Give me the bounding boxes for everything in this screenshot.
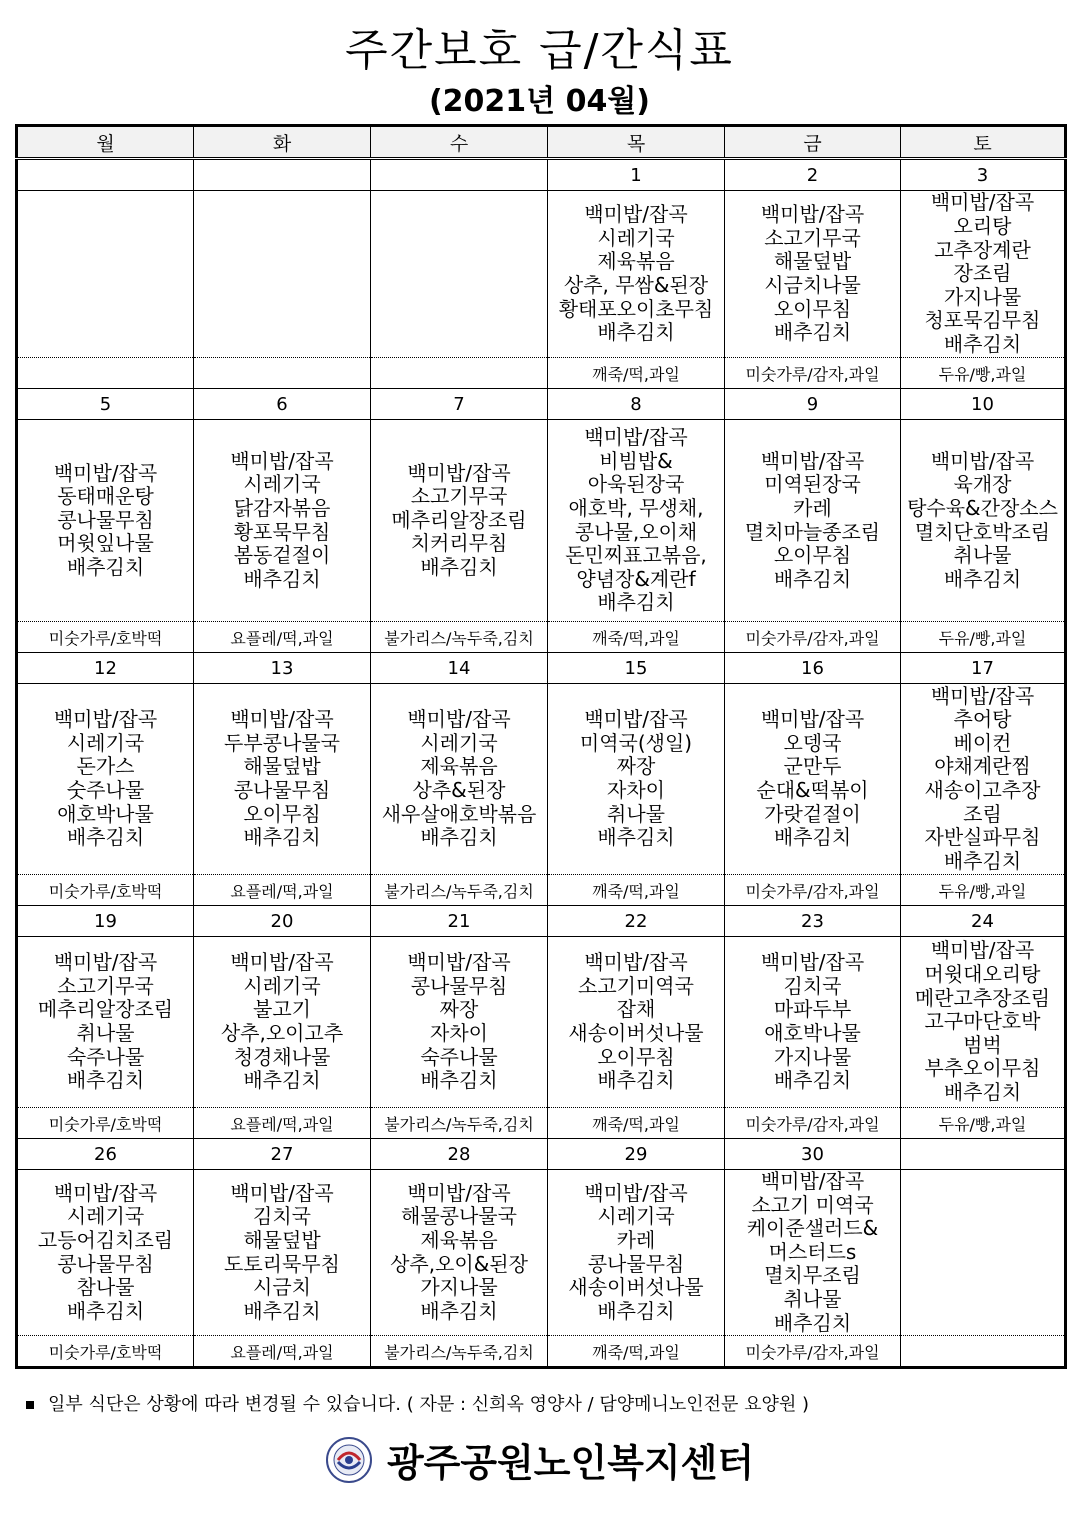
menu-item: 장조림 xyxy=(953,261,1012,286)
menu-item: 시레기국 xyxy=(597,1204,675,1229)
menu-cell xyxy=(194,684,371,875)
menu-item: 백미밥/잡곡 xyxy=(930,938,1035,963)
menu-item: 백미밥/잡곡 xyxy=(930,190,1035,215)
menu-item: 메란고추장조림 xyxy=(914,985,1051,1010)
menu-item: 해물덮밥 xyxy=(243,1227,321,1252)
menu-item: 비빔밥& xyxy=(599,448,673,473)
menu-cell xyxy=(901,420,1066,622)
date-cell xyxy=(371,159,548,191)
menu-row xyxy=(17,1170,1066,1336)
menu-item: 베이컨 xyxy=(953,730,1012,755)
date-cell: 28 xyxy=(371,1139,548,1170)
menu-item: 소고기무국 xyxy=(410,484,508,509)
menu-item: 군만두 xyxy=(783,754,842,779)
snack-row xyxy=(17,1336,1066,1368)
menu-item: 배추김치 xyxy=(420,1298,498,1323)
menu-item: 소고기무국 xyxy=(57,973,154,998)
menu-item: 배추김치 xyxy=(773,1068,852,1093)
menu-item: 숙주나물 xyxy=(66,1044,145,1069)
menu-item: 카레 xyxy=(793,495,832,520)
menu-item: 소고기미역국 xyxy=(578,973,694,998)
menu-cell xyxy=(548,420,725,622)
menu-item: 상추&된장 xyxy=(412,778,506,802)
menu-item: 닭감자볶음 xyxy=(233,495,331,520)
snack-cell: 미숫가루/감자,과일 xyxy=(725,358,901,389)
menu-item: 부추오이무침 xyxy=(924,1056,1041,1081)
menu-item: 오이무침 xyxy=(243,801,321,826)
snack-cell: 요플레/떡,과일 xyxy=(194,1336,371,1368)
menu-item: 육개장 xyxy=(953,472,1012,497)
date-cell: 23 xyxy=(725,906,901,937)
date-cell: 12 xyxy=(17,653,194,684)
date-cell: 22 xyxy=(548,906,725,937)
menu-item: 배추김치 xyxy=(943,848,1022,873)
date-row xyxy=(17,159,1066,191)
menu-cell xyxy=(548,1170,725,1336)
menu-cell xyxy=(901,1170,1066,1336)
menu-item: 김치국 xyxy=(253,1204,311,1229)
snack-cell: 두유/빵,과일 xyxy=(901,875,1066,906)
menu-item: 백미밥/잡곡 xyxy=(230,950,334,975)
menu-item: 황포묵무침 xyxy=(233,519,331,544)
menu-item: 소고기무국 xyxy=(764,225,861,250)
menu-item: 백미밥/잡곡 xyxy=(760,950,865,975)
menu-item: 오이무침 xyxy=(773,543,852,568)
snack-cell: 미숫가루/감자,과일 xyxy=(725,1336,901,1368)
menu-item: 배추김치 xyxy=(420,825,498,850)
snack-cell: 미숫가루/호박떡 xyxy=(17,622,194,653)
menu-item: 시레기국 xyxy=(66,730,145,755)
menu-cell xyxy=(725,684,901,875)
menu-item: 백미밥/잡곡 xyxy=(53,1180,158,1205)
menu-item: 배추김치 xyxy=(420,554,498,579)
menu-item: 백미밥/잡곡 xyxy=(930,683,1035,708)
snack-cell xyxy=(901,1336,1066,1368)
snack-cell: 불가리스/녹두죽,김치 xyxy=(371,875,548,906)
menu-item: 새우살애호박볶음 xyxy=(381,801,537,826)
menu-item: 배추김치 xyxy=(420,1068,498,1093)
menu-item: 숫주나물 xyxy=(66,778,145,802)
menu-item: 배추김치 xyxy=(243,1298,321,1323)
menu-item: 가지나물 xyxy=(420,1275,498,1300)
menu-cell xyxy=(17,1170,194,1336)
menu-cell xyxy=(371,937,548,1108)
menu-item: 상추,오이고추 xyxy=(220,1021,344,1045)
welfare-center-logo-icon xyxy=(325,1436,373,1484)
menu-item: 멸치마늘종조림 xyxy=(744,519,881,544)
menu-item: 콩나물무침 xyxy=(233,778,331,802)
menu-cell xyxy=(548,191,725,358)
menu-item: 백미밥/잡곡 xyxy=(53,950,158,975)
date-cell: 5 xyxy=(17,389,194,420)
menu-item: 배추김치 xyxy=(66,554,145,579)
menu-item: 탕수육&간장소스 xyxy=(907,495,1058,520)
date-row xyxy=(17,389,1066,420)
menu-item: 조림 xyxy=(963,801,1002,826)
snack-cell: 불가리스/녹두죽,김치 xyxy=(371,622,548,653)
menu-item: 오이무침 xyxy=(597,1044,675,1069)
menu-item: 잡채 xyxy=(616,997,656,1022)
menu-item: 시레기국 xyxy=(597,225,675,250)
menu-cell xyxy=(901,191,1066,358)
snack-cell: 두유/빵,과일 xyxy=(901,358,1066,389)
menu-item: 배추김치 xyxy=(597,1298,675,1323)
menu-item: 짜장 xyxy=(616,754,656,779)
menu-item: 가지나물 xyxy=(943,284,1022,309)
weekday-header: 금 xyxy=(725,126,901,159)
menu-item: 배추김치 xyxy=(66,1298,145,1323)
date-cell: 17 xyxy=(901,653,1066,684)
menu-item: 제육볶음 xyxy=(420,754,498,779)
menu-item: 아욱된장국 xyxy=(587,472,685,497)
date-cell: 6 xyxy=(194,389,371,420)
menu-item: 배추김치 xyxy=(773,1310,852,1335)
menu-item: 김치국 xyxy=(783,973,842,998)
menu-item: 메추리알장조림 xyxy=(37,997,174,1022)
menu-cell xyxy=(901,684,1066,875)
menu-cell xyxy=(725,191,901,358)
menu-item: 새송이고추장 xyxy=(924,778,1041,802)
menu-item: 해물덮밥 xyxy=(773,249,852,274)
snack-cell: 두유/빵,과일 xyxy=(901,1108,1066,1139)
snack-cell: 미숫가루/감자,과일 xyxy=(725,1108,901,1139)
menu-item: 백미밥/잡곡 xyxy=(760,1169,865,1193)
weekday-header: 토 xyxy=(901,126,1066,159)
menu-item: 백미밥/잡곡 xyxy=(584,425,688,450)
date-row xyxy=(17,1139,1066,1170)
menu-item: 멸치단호박조림 xyxy=(914,519,1051,544)
menu-cell xyxy=(725,1170,901,1336)
snack-cell: 미숫가루/호박떡 xyxy=(17,875,194,906)
menu-item: 시레기국 xyxy=(66,1204,145,1229)
menu-item: 머스터드s xyxy=(768,1239,857,1264)
menu-item: 오리탕 xyxy=(953,214,1012,239)
menu-item: 백미밥/잡곡 xyxy=(407,707,511,732)
menu-item: 배추김치 xyxy=(943,331,1022,356)
menu-cell xyxy=(371,191,548,358)
page-title: 주간보호 급/간식표 xyxy=(345,25,734,76)
menu-cell xyxy=(548,684,725,875)
weekday-header: 목 xyxy=(548,126,725,159)
menu-item: 시레기국 xyxy=(420,730,498,755)
menu-item: 백미밥/잡곡 xyxy=(230,1180,334,1205)
menu-item: 배추김치 xyxy=(66,1068,145,1093)
menu-item: 야채계란찜 xyxy=(934,754,1031,779)
menu-row xyxy=(17,684,1066,875)
date-cell: 13 xyxy=(194,653,371,684)
date-cell: 2 xyxy=(725,159,901,191)
snack-cell: 요플레/떡,과일 xyxy=(194,875,371,906)
menu-item: 취나물 xyxy=(76,1021,135,1045)
menu-item: 마파두부 xyxy=(773,997,852,1022)
menu-item: 해물콩나물국 xyxy=(401,1204,517,1229)
menu-item: 제육볶음 xyxy=(420,1227,498,1252)
snack-cell: 깨죽/떡,과일 xyxy=(548,875,725,906)
date-cell: 3 xyxy=(901,159,1066,191)
menu-item: 백미밥/잡곡 xyxy=(53,707,158,732)
date-cell: 19 xyxy=(17,906,194,937)
menu-row xyxy=(17,937,1066,1108)
menu-item: 범벅 xyxy=(963,1032,1002,1057)
snack-row xyxy=(17,1108,1066,1139)
menu-cell xyxy=(17,191,194,358)
snack-cell xyxy=(371,358,548,389)
weekday-header: 수 xyxy=(371,126,548,159)
menu-item: 메추리알장조림 xyxy=(391,507,527,532)
menu-cell xyxy=(194,937,371,1108)
menu-item: 배추김치 xyxy=(943,566,1022,591)
menu-item: 순대&떡볶이 xyxy=(756,778,869,802)
snack-row xyxy=(17,875,1066,906)
menu-item: 오이무침 xyxy=(773,296,852,321)
menu-item: 배추김치 xyxy=(773,320,852,345)
menu-row xyxy=(17,420,1066,622)
menu-item: 상추,오이&된장 xyxy=(390,1251,528,1276)
menu-cell xyxy=(548,937,725,1108)
menu-item: 백미밥/잡곡 xyxy=(230,448,334,473)
menu-item: 시금치 xyxy=(253,1275,311,1300)
menu-item: 치커리무침 xyxy=(410,531,508,556)
menu-item: 백미밥/잡곡 xyxy=(760,448,865,473)
menu-item: 해물덮밥 xyxy=(243,754,321,779)
menu-item: 머윗잎나물 xyxy=(57,531,154,556)
date-cell: 27 xyxy=(194,1139,371,1170)
menu-item: 배추김치 xyxy=(597,590,675,615)
menu-item: 취나물 xyxy=(607,801,665,826)
snack-cell: 미숫가루/호박떡 xyxy=(17,1108,194,1139)
menu-cell xyxy=(17,420,194,622)
menu-item: 배추김치 xyxy=(66,825,145,850)
snack-cell xyxy=(17,358,194,389)
page-subtitle: (2021년 04월) xyxy=(428,84,651,119)
menu-row xyxy=(17,191,1066,358)
menu-cell xyxy=(194,420,371,622)
date-cell: 10 xyxy=(901,389,1066,420)
date-cell: 16 xyxy=(725,653,901,684)
menu-item: 멸치무조림 xyxy=(764,1263,861,1288)
menu-item: 자차이 xyxy=(430,1021,488,1045)
menu-item: 백미밥/잡곡 xyxy=(584,202,688,227)
snack-row xyxy=(17,622,1066,653)
menu-item: 청포묵김무침 xyxy=(924,308,1041,333)
snack-cell: 미숫가루/호박떡 xyxy=(17,1336,194,1368)
menu-item: 돈가스 xyxy=(76,754,135,779)
date-cell: 9 xyxy=(725,389,901,420)
menu-item: 배추김치 xyxy=(597,320,675,345)
calendar-body xyxy=(17,159,1066,1368)
menu-item: 배추김치 xyxy=(597,825,675,850)
menu-item: 가지나물 xyxy=(773,1044,852,1069)
menu-item: 시레기국 xyxy=(243,472,321,497)
snack-cell: 미숫가루/감자,과일 xyxy=(725,875,901,906)
date-cell xyxy=(17,159,194,191)
menu-item: 시레기국 xyxy=(243,973,321,998)
menu-item: 두부콩나물국 xyxy=(224,730,340,755)
menu-cell xyxy=(725,420,901,622)
date-cell xyxy=(194,159,371,191)
menu-item: 백미밥/잡곡 xyxy=(230,707,334,732)
weekday-header: 화 xyxy=(194,126,371,159)
menu-item: 백미밥/잡곡 xyxy=(584,1180,688,1205)
menu-item: 배추김치 xyxy=(597,1068,675,1093)
menu-cell xyxy=(371,420,548,622)
date-cell: 7 xyxy=(371,389,548,420)
menu-cell xyxy=(371,684,548,875)
footer xyxy=(0,1432,1079,1487)
menu-item: 취나물 xyxy=(783,1286,842,1311)
menu-item: 백미밥/잡곡 xyxy=(407,950,511,975)
menu-item: 백미밥/잡곡 xyxy=(930,448,1035,473)
menu-item: 백미밥/잡곡 xyxy=(407,1180,511,1205)
menu-item: 참나물 xyxy=(76,1275,135,1300)
menu-item: 미역국(생일) xyxy=(579,730,693,755)
menu-item: 소고기 미역국 xyxy=(751,1192,874,1217)
menu-cell xyxy=(194,1170,371,1336)
menu-item: 백미밥/잡곡 xyxy=(53,460,158,485)
menu-item: 돈민찌표고볶음, xyxy=(565,543,707,568)
menu-item: 가랏겉절이 xyxy=(764,801,861,826)
menu-item: 고등어김치조림 xyxy=(37,1227,174,1252)
menu-item: 오뎅국 xyxy=(783,730,842,755)
date-cell: 8 xyxy=(548,389,725,420)
menu-item: 콩나물무침 xyxy=(57,507,154,532)
menu-item: 새송이버섯나물 xyxy=(568,1021,704,1045)
date-row xyxy=(17,906,1066,937)
snack-cell: 요플레/떡,과일 xyxy=(194,622,371,653)
menu-item: 머윗대오리탕 xyxy=(924,962,1041,987)
menu-item: 시금치나물 xyxy=(764,273,861,297)
snack-cell: 깨죽/떡,과일 xyxy=(548,1336,725,1368)
menu-item: 짜장 xyxy=(439,997,479,1022)
date-cell: 14 xyxy=(371,653,548,684)
snack-row xyxy=(17,358,1066,389)
menu-item: 상추, 무쌈&된장 xyxy=(563,273,709,297)
menu-item: 백미밥/잡곡 xyxy=(760,707,865,732)
notice-text: 일부 식단은 상황에 따라 변경될 수 있습니다. ( 자문 : 신희옥 영양사 / 담양메니노인전문 요양원 ) xyxy=(48,1394,810,1415)
snack-cell: 두유/빵,과일 xyxy=(901,622,1066,653)
menu-item: 양념장&계란f xyxy=(576,566,696,591)
snack-cell: 미숫가루/감자,과일 xyxy=(725,622,901,653)
snack-cell: 깨죽/떡,과일 xyxy=(548,622,725,653)
menu-item: 배추김치 xyxy=(773,825,852,850)
menu-cell xyxy=(725,937,901,1108)
notice xyxy=(26,1390,809,1416)
menu-item: 자차이 xyxy=(607,778,665,802)
menu-item: 불고기 xyxy=(253,997,311,1022)
menu-item: 카레 xyxy=(616,1227,656,1252)
menu-item: 콩나물,오이채 xyxy=(574,519,698,544)
menu-item: 배추김치 xyxy=(243,825,321,850)
menu-cell xyxy=(901,937,1066,1108)
menu-item: 황태포오이초무침 xyxy=(558,296,714,321)
snack-cell: 깨죽/떡,과일 xyxy=(548,1108,725,1139)
menu-item: 배추김치 xyxy=(943,1079,1022,1104)
menu-item: 배추김치 xyxy=(243,1068,321,1093)
menu-item: 고추장계란 xyxy=(934,237,1031,262)
menu-item: 배추김치 xyxy=(243,566,321,591)
menu-cell xyxy=(17,684,194,875)
menu-item: 숙주나물 xyxy=(420,1044,498,1069)
snack-cell: 불가리스/녹두죽,김치 xyxy=(371,1336,548,1368)
menu-item: 청경채나물 xyxy=(233,1044,331,1069)
menu-item: 백미밥/잡곡 xyxy=(584,950,688,975)
menu-item: 백미밥/잡곡 xyxy=(760,202,865,227)
date-cell: 24 xyxy=(901,906,1066,937)
menu-item: 새송이버섯나물 xyxy=(568,1275,704,1300)
menu-cell xyxy=(371,1170,548,1336)
date-cell: 29 xyxy=(548,1139,725,1170)
meal-calendar xyxy=(15,124,1067,1369)
menu-item: 추어탕 xyxy=(953,707,1012,732)
date-cell: 21 xyxy=(371,906,548,937)
menu-item: 취나물 xyxy=(953,543,1012,568)
menu-cell xyxy=(194,191,371,358)
menu-item: 백미밥/잡곡 xyxy=(407,460,511,485)
menu-item: 케이준샐러드& xyxy=(746,1216,879,1241)
menu-item: 애호박, 무생채, xyxy=(568,495,704,520)
weekday-header-row xyxy=(17,126,1066,159)
menu-item: 배추김치 xyxy=(773,566,852,591)
snack-cell: 깨죽/떡,과일 xyxy=(548,358,725,389)
date-cell: 30 xyxy=(725,1139,901,1170)
weekday-header: 월 xyxy=(17,126,194,159)
menu-cell xyxy=(17,937,194,1108)
menu-item: 고구마단호박 xyxy=(924,1009,1041,1034)
date-row xyxy=(17,653,1066,684)
menu-item: 동태매운탕 xyxy=(57,484,154,509)
menu-item: 애호박나물 xyxy=(764,1021,861,1045)
menu-item: 콩나물무침 xyxy=(410,973,508,998)
date-cell: 1 xyxy=(548,159,725,191)
menu-item: 콩나물무침 xyxy=(587,1251,685,1276)
menu-item: 미역된장국 xyxy=(764,472,861,497)
date-cell xyxy=(901,1139,1066,1170)
menu-item: 자반실파무침 xyxy=(924,825,1041,850)
snack-cell xyxy=(194,358,371,389)
date-cell: 26 xyxy=(17,1139,194,1170)
menu-item: 애호박나물 xyxy=(57,801,154,826)
menu-item: 백미밥/잡곡 xyxy=(584,707,688,732)
snack-cell: 요플레/떡,과일 xyxy=(194,1108,371,1139)
bullet-icon xyxy=(26,1401,34,1409)
menu-item: 콩나물무침 xyxy=(57,1251,154,1276)
date-cell: 15 xyxy=(548,653,725,684)
menu-item: 제육볶음 xyxy=(597,249,675,274)
snack-cell: 불가리스/녹두죽,김치 xyxy=(371,1108,548,1139)
menu-item: 봄동겉절이 xyxy=(233,543,331,568)
menu-item: 도토리묵무침 xyxy=(224,1251,340,1276)
date-cell: 20 xyxy=(194,906,371,937)
organization-name: 광주공원노인복지센터 xyxy=(386,1441,755,1485)
